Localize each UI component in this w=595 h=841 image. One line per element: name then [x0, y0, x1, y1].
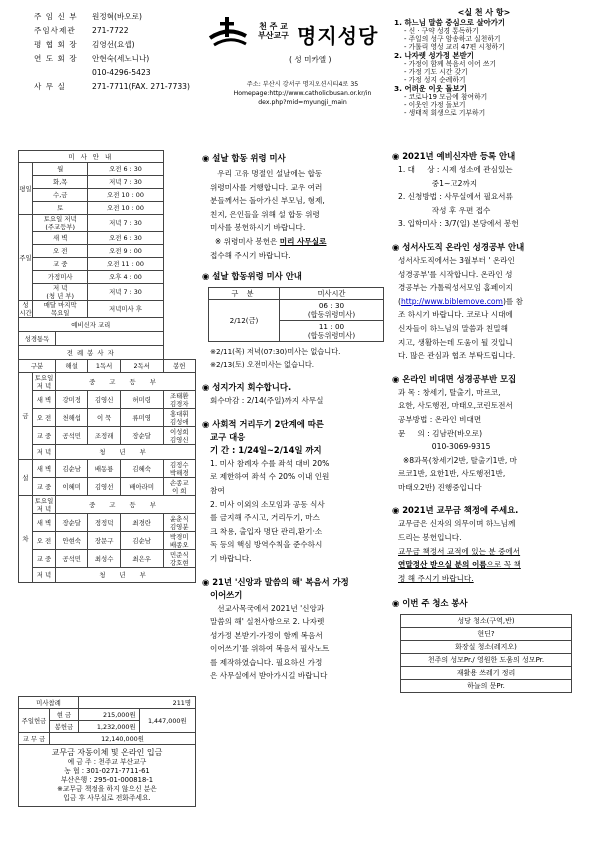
volunteer-group-name: 중 고 등 부 [56, 496, 196, 514]
vol-header-cell: 봉헌 [163, 360, 195, 373]
practice-group-head: 2. 나자렛 성가정 본받기 [394, 51, 474, 60]
practice-item: - 생태적 회생으로 기부하기 [404, 109, 486, 117]
volunteer-cell: 이혜미 [56, 478, 88, 496]
volunteer-row [19, 445, 196, 460]
volunteer-cell: 장문구 [88, 532, 120, 550]
practice-item: - 가톨릭 영성 교리 47편 시청하기 [404, 43, 505, 51]
practice-box [394, 8, 574, 117]
bible-class-line: 르코1반, 요한1반, 사도행전1반, [398, 469, 506, 479]
mass-time: 오전 6 : 30 [88, 232, 163, 245]
bible-class-line: 010-3069-9315 [398, 442, 491, 452]
volunteer-cell: 윤춘식 김영분 [163, 514, 195, 532]
finance-value: 1,232,000원 [79, 721, 140, 733]
volunteer-slot: 새 벽 [33, 460, 56, 478]
cleaning-row [401, 628, 572, 641]
distancing-period: 기 간 : 1/24일~2/14일 까지 [210, 444, 322, 455]
header-info-row [34, 24, 204, 38]
header-info-key: 평 협 회 장 [34, 40, 78, 49]
finance-value: 215,000원 [79, 709, 140, 721]
cleaning-row [401, 654, 572, 667]
mass-guide-notes [202, 345, 386, 371]
finance-section [18, 696, 196, 807]
section-title-bible-class: ◉ 온라인 비대면 성경공부반 모집 [392, 373, 517, 384]
mass-group-label: 성 시간 [19, 301, 32, 317]
practice-item: - 가정 기도 시간 갖기 [404, 68, 468, 76]
mass-time-cell: 11 : 00 (합동위령미사) [280, 321, 384, 342]
volunteer-cell: 김정수 박해경 [163, 460, 195, 478]
header-info-value: 원정혁(바오로) [92, 12, 142, 21]
church-address [215, 80, 390, 107]
catechumen-line: 2. 신청방법 : 사무실에서 필요서류 [398, 192, 513, 202]
mass-row [19, 202, 196, 215]
bible-class-line: 요한, 사도행전, 마태오,코린토전서 [398, 401, 513, 411]
volunteer-cell: 배아라미 [120, 478, 163, 496]
mass-date: 2/12(금) [209, 300, 280, 342]
volunteer-slot: 토요일 저 녁 [33, 496, 56, 514]
mass-day: 월 [33, 163, 88, 176]
mass-row [19, 284, 196, 301]
bible-online-line: 경공부는 가톨릭성서모임 홈페이지 [398, 283, 513, 293]
volunteer-cell: 김영선 [88, 478, 120, 496]
mass-time: 오전 10 : 00 [88, 189, 163, 202]
bible-online-link-line [398, 295, 578, 309]
bible-class-line: ※8과목(창세기2반, 탈출기1반, 마 [398, 455, 517, 465]
volunteer-slot: 교 중 [33, 478, 56, 496]
header-info-key: 연 도 회 장 [34, 54, 78, 63]
homepage-line2: dex.php?mid=myungji_main [258, 99, 347, 106]
transfer-title: 교무금 자동이체 및 온라인 입금 [51, 748, 163, 757]
section-title-mass-guide: ◉ 설날 합동위령 미사 안내 [202, 271, 302, 282]
header-info-value: 271-7722 [92, 26, 129, 35]
volunteer-cell: 강미정 [56, 391, 88, 409]
volunteer-row [19, 460, 196, 478]
header-info-value: 271-7711(FAX. 271-7733) [92, 82, 190, 91]
catechumen-row: 예비신자 교리 [19, 318, 164, 332]
catechumen-body [392, 163, 578, 231]
section-title-gospel2: 이어쓰기 [210, 589, 243, 600]
distancing-line: 참여 [210, 485, 225, 495]
palm-line: 회수마감 : 2/14(주일)까지 사무실 [210, 396, 324, 406]
mass-schedule [18, 150, 196, 583]
volunteer-cell: 공석민 [56, 427, 88, 445]
header-info-key: 주임사제관 [34, 26, 76, 35]
volunteer-title: 전 례 봉 사 자 [19, 346, 164, 360]
distancing-body [202, 457, 386, 566]
cleaning-row [401, 615, 572, 628]
section-title-tithe: ◉ 2021년 교무금 책정에 주세요. [392, 505, 519, 516]
mass-row [19, 301, 196, 318]
transfer-line: 부산은행 : 295-01-000818-1 [60, 776, 154, 784]
cleaning-row [401, 641, 572, 654]
header-info-row [34, 80, 204, 94]
mass-day: 토요일 저녁 (주교등부) [33, 215, 88, 232]
practice-item: - 신 · 구약 성경 통독하기 [404, 27, 479, 35]
catechumen-line: 3. 입학미사 : 3/7(일) 본당에서 봉헌 [398, 219, 519, 229]
volunteer-slot: 저 녁 [33, 568, 56, 583]
mass-time: 저녁 7 : 30 [88, 284, 163, 301]
volunteer-slot: 오 전 [33, 532, 56, 550]
distancing-line: 크 착용, 출입자 명단 관리,환기·소 [210, 526, 323, 536]
church-name: 명지성당 [297, 24, 379, 48]
header-info-row [34, 10, 204, 24]
transfer-line: 농 협 : 301-0271-7711-61 [64, 767, 150, 775]
gospel-line: 를 제작하였습니다. 필요하신 가정 [210, 657, 323, 667]
mass-group-label: 주일 [19, 215, 33, 301]
bible-online-line: 다. 많은 관심과 협조 부탁드립니다. [398, 351, 516, 361]
finance-label: 미사참례 [19, 697, 79, 709]
practice-item: - 주일의 성구 암송하고 실천하기 [404, 35, 501, 43]
bible-online-line: 신자들이 하느님의 말씀과 친밀해 [398, 323, 508, 333]
cleaning-cell: 성당 청소(구역,반) [401, 615, 572, 628]
diocese-label [258, 22, 289, 40]
mass-row [19, 189, 196, 202]
cleaning-row [401, 680, 572, 693]
volunteer-cell: 최성수 [88, 550, 120, 568]
mass-row [19, 271, 196, 284]
middle-column [202, 152, 386, 683]
volunteer-slot: 교 중 [33, 427, 56, 445]
header-info-row [34, 66, 204, 80]
tithe-line: 드리는 봉헌입니다. [398, 533, 462, 543]
volunteer-slot: 새 벽 [33, 391, 56, 409]
table-header: 미사시간 [280, 288, 384, 300]
cleaning-row [401, 667, 572, 680]
distancing-line: 를 금지해 주시고, 거리두기, 마스 [210, 513, 320, 523]
volunteer-row [19, 514, 196, 532]
tithe-bold: 연말정산 받으실 분의 이름 [398, 560, 487, 570]
volunteer-cell: 장순달 [56, 514, 88, 532]
mass-day: 새 벽 [33, 232, 88, 245]
volunteer-cell: 이성희 김영신 [163, 427, 195, 445]
volunteer-cell: 손종교 이 희 [163, 478, 195, 496]
mass-title: 미 사 안 내 [19, 151, 164, 163]
finance-label: 현 금 [50, 709, 79, 721]
table-header: 구 분 [209, 288, 280, 300]
mass-row [19, 163, 196, 176]
right-column [392, 150, 578, 693]
church-logo-icon [208, 16, 248, 50]
bible-class-line: 문 의 : 김남관(바오로) [398, 428, 483, 438]
finance-label: 봉헌금 [50, 721, 79, 733]
practice-item: - 가정이 함께 복음서 이어 쓰기 [404, 60, 497, 68]
volunteer-cell: 김혜숙 [120, 460, 163, 478]
mass-time: 저녁 7 : 30 [88, 215, 163, 232]
sunday-offering-label: 주일헌금 [19, 709, 50, 733]
section-title-distancing: ◉ 사회적 거리두기 2단계에 따른 [202, 418, 324, 429]
catechumen-line: 중1~고2까지 [398, 178, 478, 188]
lunar-mass-note2: 접수해 주시기 바랍니다. [210, 250, 291, 260]
mass-time: 오후 4 : 00 [88, 271, 163, 284]
volunteer-slot: 교 중 [33, 550, 56, 568]
volunteer-cell: 류미영 [120, 409, 163, 427]
cleaning-table [400, 614, 572, 693]
mass-time: 오전 11 : 00 [88, 258, 163, 271]
vol-header-cell: 1독서 [88, 360, 120, 373]
section-title-catechumen: ◉ 2021년 예비신자반 등록 안내 [392, 151, 516, 161]
vol-header-cell: 해설 [56, 360, 88, 373]
note-emphasis: 미리 사무실로 [279, 236, 327, 246]
volunteer-group-label: 설 [19, 460, 33, 496]
section-title-gospel: ◉ 21년 '신앙과 말씀의 해' 복음서 가정 [202, 576, 349, 587]
volunteer-cell: 최은우 [120, 550, 163, 568]
transfer-line: ※교무금 책정을 하지 않으신 분은 [57, 785, 157, 793]
mass-guide-note: ※2/11(목) 저녁(07:30)미사는 없습니다. [210, 347, 341, 357]
mass-group-label: 평일 [19, 163, 33, 215]
header-info-key [34, 66, 74, 80]
lunar-mass-table [208, 287, 384, 342]
mass-day: 저 녁 (청 년 부) [33, 284, 88, 301]
volunteer-cell: 안현숙 [56, 532, 88, 550]
diocese-line1: 천 주 교 [259, 22, 288, 31]
link-tail: )를 참 [502, 296, 524, 306]
mass-day: 매달 마지막 목요일 [33, 301, 88, 318]
bible-reading-value [56, 332, 164, 346]
finance-table [18, 696, 196, 745]
bible-class-line: 공부방법 : 온라인 비대면 [398, 414, 482, 424]
lunar-mass-note [210, 235, 386, 249]
mass-time-cell: 06 : 30 (합동위령미사) [280, 300, 384, 321]
volunteer-cell: 홍대휘 김성애 [163, 409, 195, 427]
mass-day: 오 전 [33, 245, 88, 258]
tithe-body [392, 517, 578, 585]
volunteer-row [19, 391, 196, 409]
volunteer-group-name: 중 고 등 부 [56, 373, 196, 391]
volunteer-cell: 천해섭 [56, 409, 88, 427]
tithe-underlined: 교무금 책정서 교적에 있는 분 중에서 [398, 546, 521, 556]
volunteer-group-label: 금 [19, 373, 33, 460]
volunteer-slot: 새 벽 [33, 514, 56, 532]
lunar-mass-line: 미사를 봉헌하시기 바랍니다. [210, 223, 306, 233]
volunteer-slot: 토요일 저 녁 [33, 373, 56, 391]
cleaning-cell: 화장실 청소(레지오) [401, 641, 572, 654]
mass-day: 수,금 [33, 189, 88, 202]
sunday-offering-total: 1,447,000원 [139, 709, 195, 733]
volunteer-row [19, 373, 196, 391]
mass-table [18, 150, 196, 583]
cleaning-cell: 현딘? [401, 628, 572, 641]
lunar-mass-line: 친지, 은인들을 위해 설 합동 위령 [210, 209, 320, 219]
volunteer-group-label: 차 [19, 496, 33, 583]
distancing-line: 독 등의 핵심 방역수칙을 준수하시 [210, 540, 323, 550]
patron-name: ( 성 미카엘 ) [289, 55, 332, 64]
volunteer-cell: 공석민 [56, 550, 88, 568]
practice-title: <실 천 사 항> [457, 8, 511, 17]
volunteer-row [19, 532, 196, 550]
mass-time: 저녁 7 : 30 [88, 176, 163, 189]
section-title-distancing2: 교구 대응 [210, 431, 246, 442]
volunteer-cell: 김순남 [56, 460, 88, 478]
volunteer-group-name: 청 년 부 [56, 445, 196, 460]
volunteer-cell: 배동룡 [88, 460, 120, 478]
vol-header-cell: 구분 [19, 360, 56, 373]
lunar-mass-line: 분들께서는 돌아가신 부모님, 형제, [210, 196, 325, 206]
address-line: 주소: 부산시 강서구 명지오션시티4로 35 [246, 81, 359, 88]
bible-reading-label: 성경통독 [19, 332, 56, 346]
volunteer-cell: 민준식 강호현 [163, 550, 195, 568]
lunar-mass-line: 우리 고유 명절인 설날에는 합동 [210, 169, 323, 178]
mass-time: 저녁미사 후 [88, 301, 163, 318]
mass-day: 가정미사 [33, 271, 88, 284]
volunteer-cell: 김순남 [120, 532, 163, 550]
volunteer-cell: 김영신 [88, 391, 120, 409]
cleaning-cell: 재활용 쓰레기 정리 [401, 667, 572, 680]
practice-item: - 코로나19 모금에 참여하기 [404, 93, 488, 101]
mass-row [19, 215, 196, 232]
volunteer-cell: 허미령 [120, 391, 163, 409]
catechumen-line: 1. 대 상 : 시제 성소에 관심있는 [398, 165, 513, 174]
section-title-lunar-mass: ◉ 설날 합동 위령 미사 [202, 153, 286, 163]
volunteer-group-name: 청 년 부 [56, 568, 196, 583]
volunteer-cell: 이 묵 [88, 409, 120, 427]
practice-item: - 가정 성지 순례하기 [404, 76, 466, 84]
volunteer-slot: 저 녁 [33, 445, 56, 460]
catechumen-line: 작성 후 우편 접수 [398, 205, 491, 215]
bible-class-body [392, 386, 578, 495]
tithe-text: 으로 꼭 책 [486, 560, 521, 570]
cleaning-cell: 하늘의 문Pr. [401, 680, 572, 693]
volunteer-row [19, 550, 196, 568]
mass-day: 교 중 [33, 258, 88, 271]
homepage-line1: Homepage:http://www.catholicbusan.or.kr/in [233, 90, 372, 97]
bible-class-line: 과 목 : 창세기, 탈출기, 마르코, [398, 387, 501, 397]
practice-group-head: 1. 하느님 말씀 중심으로 살아가기 [394, 18, 506, 27]
vol-header-cell: 2독서 [120, 360, 163, 373]
gospel-body [202, 602, 386, 684]
gospel-line: 성가정 본받기-가정이 함께 복음서 [210, 630, 323, 640]
section-title-bible-online: ◉ 성서사도직 온라인 성경공부 안내 [392, 241, 525, 252]
header-info-row [34, 52, 204, 66]
volunteer-row [19, 409, 196, 427]
mass-row [19, 176, 196, 189]
volunteer-row [19, 496, 196, 514]
volunteer-cell: 최경란 [120, 514, 163, 532]
distancing-line: 기 바랍니다. [210, 553, 252, 563]
biblemove-link[interactable]: http://www.biblemove.com [400, 296, 503, 306]
gospel-line: 은 사무실에서 받아가시길 바랍니다 [210, 671, 328, 681]
practice-item: - 이웃인 가정 돌보기 [404, 101, 466, 109]
mass-row [19, 245, 196, 258]
mass-guide-note: ※2/13(토) 오전미사는 없습니다. [210, 360, 315, 370]
volunteer-slot: 오 전 [33, 409, 56, 427]
bible-online-line: 성서사도직에서는 3월부터 ' 온라인 [398, 255, 515, 265]
volunteer-row [19, 478, 196, 496]
section-title-cleaning: ◉ 이번 주 청소 봉사 [392, 598, 468, 609]
tithe-underlined2 [398, 558, 578, 572]
gospel-line: 선교사목국에서 2021년 '신앙과 [210, 603, 325, 613]
gospel-line: 이어쓰기'를 위하여 복음서 필사노트 [210, 644, 330, 654]
bible-online-line: 조 하시기 바랍니다. 코로나 시대에 [398, 310, 513, 320]
bible-online-line: 성경공부'를 시작합니다. 온라인 성 [398, 269, 513, 279]
practice-group-head: 3. 어려운 이웃 돌보기 [394, 84, 467, 93]
bible-class-line: 마태오2반) 진행중입니다 [398, 482, 482, 492]
volunteer-cell: 장순달 [120, 427, 163, 445]
tithe-underlined3: 정 해 주시기 바랍니다. [398, 573, 474, 583]
diocese-line2: 부산교구 [258, 31, 289, 40]
bible-online-body [392, 254, 578, 363]
bible-online-line: 지고, 생활하는데 도움이 될 것입니 [398, 337, 513, 347]
mass-title-row [19, 151, 196, 163]
volunteer-cell: 박경미 배종오 [163, 532, 195, 550]
lunar-mass-line: 위령미사를 거행합니다. 교우 여러 [210, 182, 323, 192]
header-info-row [34, 38, 204, 52]
volunteer-row [19, 568, 196, 583]
volunteer-cell: 정정덕 [88, 514, 120, 532]
note-text: ※ 위령미사 봉헌은 [210, 236, 280, 246]
header-info-value: 김영선(요셉) [92, 40, 135, 49]
header-info [34, 10, 204, 94]
finance-value: 12,140,000원 [50, 733, 196, 745]
header-info-value: 안현숙(세노니나) [92, 54, 150, 63]
mass-time: 오전 6 : 30 [88, 163, 163, 176]
mass-row [19, 232, 196, 245]
section-title-palm: ◉ 성지가지 회수합니다. [202, 382, 292, 393]
finance-label: 교 무 금 [19, 733, 50, 745]
distancing-line: 로 제한하여 좌석 수 20% 이내 인원 [210, 472, 330, 482]
mass-time: 오전 9 : 00 [88, 245, 163, 258]
volunteer-header-row [19, 360, 196, 373]
volunteer-cell: 조정래 [88, 427, 120, 445]
transfer-line: 입금 후 사무실로 전화주세요. [63, 794, 151, 802]
mass-row [19, 258, 196, 271]
transfer-line: 예 금 주 : 천주교 부산교구 [67, 758, 147, 766]
mass-time: 오전 10 : 00 [88, 202, 163, 215]
tithe-line: 교무금은 신자의 의무이며 하느님께 [398, 519, 516, 529]
volunteer-row [19, 427, 196, 445]
distancing-line: 2. 미사 이외의 소모임과 공동 식사 [210, 499, 325, 509]
transfer-box [18, 745, 196, 807]
header-info-key: 주 임 신 부 [34, 12, 78, 21]
gospel-line: 말씀의 해' 실천사항으로 2. 나자렛 [210, 617, 325, 627]
header-info-key: 사 무 실 [34, 82, 66, 91]
header-info-value: 010-4296-5423 [92, 68, 151, 77]
paren-open: ( [398, 296, 401, 306]
mass-day: 화,목 [33, 176, 88, 189]
cleaning-cell: 천주의 성모Pr./ 영원한 도움의 성모Pr. [401, 654, 572, 667]
volunteer-cell: 조태환 김경자 [163, 391, 195, 409]
finance-value: 211명 [79, 697, 196, 709]
mass-day: 토 [33, 202, 88, 215]
lunar-mass-body [202, 167, 386, 262]
distancing-line: 1. 미사 참례자 수를 좌석 대비 20% [210, 458, 330, 468]
